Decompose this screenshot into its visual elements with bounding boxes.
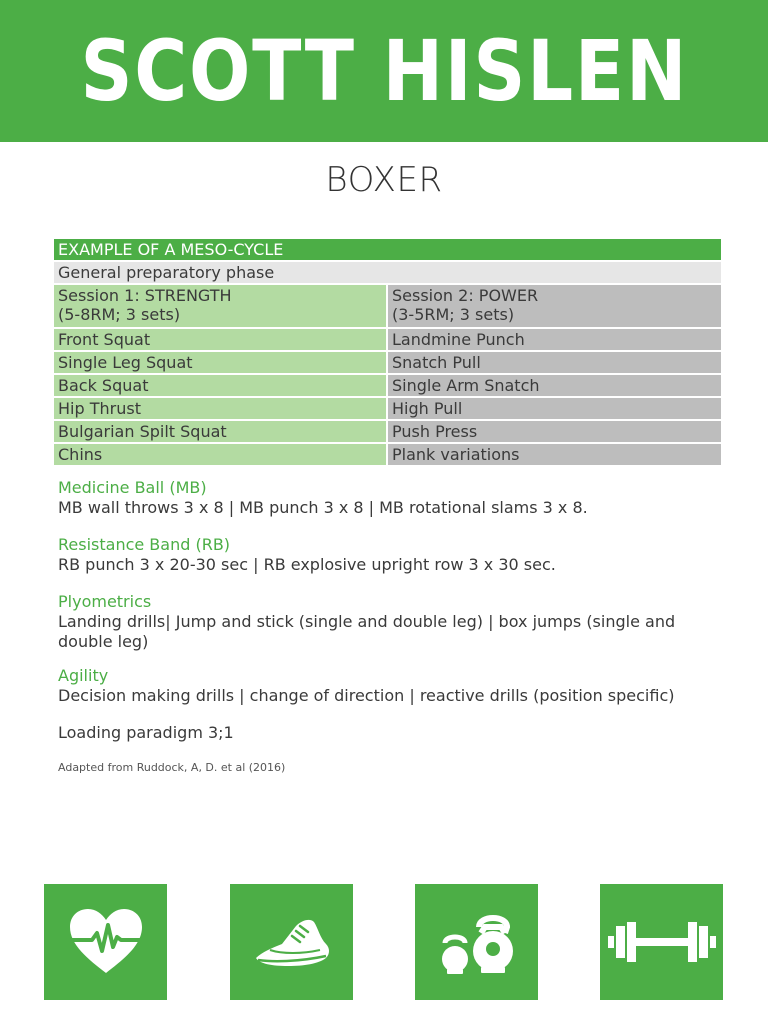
table-row — [54, 375, 721, 396]
dumbbell-icon — [606, 920, 718, 964]
citation: Adapted from Ruddock, A, D. et al (2016) — [58, 761, 286, 774]
strength-exercise: Bulgarian Spilt Squat — [54, 421, 386, 442]
table-heading: EXAMPLE OF A MESO-CYCLE — [54, 239, 721, 260]
power-exercise: High Pull — [388, 398, 721, 419]
section-body: RB punch 3 x 20-30 sec | RB explosive upright row 3 x 30 sec. — [58, 555, 556, 574]
power-exercise: Single Arm Snatch — [388, 375, 721, 396]
running-shoe-tile — [230, 884, 353, 1000]
power-exercise: Plank variations — [388, 444, 721, 465]
session1-header: Session 1: STRENGTH (5-8RM; 3 sets) — [54, 285, 386, 327]
dumbbell-tile — [600, 884, 723, 1000]
loading-paradigm: Loading paradigm 3;1 — [58, 723, 234, 742]
strength-exercise: Front Squat — [54, 329, 386, 350]
meso-cycle-table — [54, 239, 721, 467]
page-title: SCOTT HISLEN — [80, 22, 688, 120]
section-title: Plyometrics — [58, 592, 152, 611]
section-title: Medicine Ball (MB) — [58, 478, 207, 497]
kettlebells-icon — [439, 909, 515, 975]
session2-header: Session 2: POWER (3-5RM; 3 sets) — [388, 285, 721, 327]
heart-rate-icon — [68, 907, 144, 977]
section-title: Agility — [58, 666, 109, 685]
strength-exercise: Single Leg Squat — [54, 352, 386, 373]
section-title: Resistance Band (RB) — [58, 535, 231, 554]
power-exercise: Landmine Punch — [388, 329, 721, 350]
running-shoe-icon — [252, 914, 332, 970]
section-body: Decision making drills | change of direction | reactive drills (position specific) — [58, 686, 675, 705]
strength-exercise: Hip Thrust — [54, 398, 386, 419]
section-body: Landing drills| Jump and stick (single and double leg) | box jumps (single and double leg) — [58, 612, 676, 651]
table-row — [54, 398, 721, 419]
table-row — [54, 421, 721, 442]
resistance-band-section — [58, 535, 718, 575]
plyometrics-section — [58, 592, 718, 652]
power-exercise: Push Press — [388, 421, 721, 442]
icon-tiles — [0, 884, 768, 1000]
phase-row: General preparatory phase — [54, 262, 721, 283]
session-header-row — [54, 285, 721, 327]
strength-exercise: Chins — [54, 444, 386, 465]
strength-exercise: Back Squat — [54, 375, 386, 396]
header-banner — [0, 0, 768, 142]
agility-section — [58, 666, 718, 706]
heart-rate-tile — [44, 884, 167, 1000]
kettlebells-tile — [415, 884, 538, 1000]
medicine-ball-section — [58, 478, 718, 518]
table-row — [54, 352, 721, 373]
section-body: MB wall throws 3 x 8 | MB punch 3 x 8 | MB rotational slams 3 x 8. — [58, 498, 588, 517]
power-exercise: Snatch Pull — [388, 352, 721, 373]
table-row — [54, 444, 721, 465]
table-row — [54, 329, 721, 350]
sport-subtitle: BOXER — [325, 160, 443, 200]
